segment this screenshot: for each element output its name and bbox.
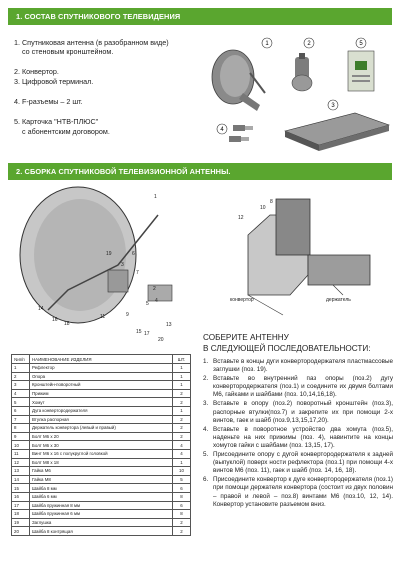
cell-num: 17 xyxy=(12,501,30,510)
cell-name: Винт М6 х 16 с полукруглой головкой xyxy=(30,449,173,458)
cell-num: 13 xyxy=(12,467,30,476)
diagram-callout-3: 3 xyxy=(121,262,124,268)
diagram-callout-13: 13 xyxy=(166,322,172,328)
cell-name: Опора xyxy=(30,372,173,381)
cell-qty: 1 xyxy=(173,406,191,415)
cell-num: 15 xyxy=(12,484,30,493)
cell-qty: 1 xyxy=(173,381,191,390)
diagram-callout-1: 1 xyxy=(154,194,157,200)
cell-num: 1 xyxy=(12,364,30,373)
section-2-title: 2. СБОРКА СПУТНИКОВОЙ ТЕЛЕВИЗИОННОЙ АНТЕННЫ. xyxy=(8,163,392,180)
table-row xyxy=(12,510,191,519)
cell-num: 6 xyxy=(12,406,30,415)
cell-qty: 2 xyxy=(173,389,191,398)
contents-item-2: 2. Конвертор. xyxy=(14,67,59,77)
assembly-instructions xyxy=(203,333,393,510)
parts-table xyxy=(11,354,191,536)
table-row xyxy=(12,424,191,433)
cell-qty: 6 xyxy=(173,484,191,493)
cell-name: Болт М8 х 18 xyxy=(30,458,173,467)
cell-name: Дуга конвертородержателя xyxy=(30,406,173,415)
diagram-callout-15: 15 xyxy=(136,329,142,335)
instructions-steps xyxy=(203,358,393,509)
diagram-callout-19: 19 xyxy=(106,251,112,257)
cell-num: 5 xyxy=(12,398,30,407)
callout-1: 1 xyxy=(265,41,269,47)
cell-num: 18 xyxy=(12,510,30,519)
cell-num: 19 xyxy=(12,518,30,527)
table-row xyxy=(12,467,191,476)
cell-name: Шайба 8 мм xyxy=(30,484,173,493)
cell-qty: 2 xyxy=(173,415,191,424)
f-connector-icon xyxy=(229,125,253,142)
contents-item-5-line2: с абонентским договором. xyxy=(22,126,110,136)
diagram-callout-18: 18 xyxy=(64,321,70,327)
cell-name: Гайка М8 xyxy=(30,475,173,484)
cell-name: Шайба пружинная 8 мм xyxy=(30,501,173,510)
diagram-callout-10: 10 xyxy=(260,205,266,211)
diagram-callout-6: 6 xyxy=(132,251,135,257)
contents-item-4: 4. F-разъемы – 2 шт. xyxy=(14,97,83,107)
table-row xyxy=(12,527,191,536)
table-row xyxy=(12,372,191,381)
cell-num: 4 xyxy=(12,389,30,398)
cell-num: 2 xyxy=(12,372,30,381)
cell-num: 9 xyxy=(12,432,30,441)
cell-num: 11 xyxy=(12,449,30,458)
cell-qty: 6 xyxy=(173,501,191,510)
instructions-heading xyxy=(203,333,393,354)
contents-item-1-line2: со стеновым кронштейном. xyxy=(22,47,114,57)
diagram-callout-20: 20 xyxy=(158,337,164,343)
cell-num: 3 xyxy=(12,381,30,390)
diagram-callout-9: 9 xyxy=(126,312,129,318)
diagram-callout-4: 4 xyxy=(155,298,158,304)
instruction-step xyxy=(203,400,393,424)
step-text: Вставьте в концы дуги конвертородержателя пластмассовые заглушки (поз. 19). xyxy=(213,358,393,374)
parts-table-header xyxy=(12,355,191,364)
label-holder: держатель xyxy=(326,297,351,303)
cell-qty: 2 xyxy=(173,432,191,441)
step-number: 1. xyxy=(203,358,209,365)
diagram-callout-8: 8 xyxy=(270,199,273,205)
cell-name: Болт М6 х 30 xyxy=(30,441,173,450)
cell-qty: 1 xyxy=(173,372,191,381)
cell-qty: 2 xyxy=(173,424,191,433)
header-num: №п/п xyxy=(12,355,30,364)
table-row xyxy=(12,406,191,415)
assembly-diagram xyxy=(8,185,392,345)
cell-qty: 1 xyxy=(173,458,191,467)
table-row xyxy=(12,458,191,467)
cell-name: Шайба 8 контрящая xyxy=(30,527,173,536)
cell-name: Рефлектор xyxy=(30,364,173,373)
instructions-heading-line1: СОБЕРИТЕ АНТЕННУ xyxy=(203,333,289,342)
step-number: 2. xyxy=(203,375,209,383)
step-number: 4. xyxy=(203,425,209,433)
diagram-callout-14: 14 xyxy=(38,306,44,312)
header-name: НАИМЕНОВАНИЕ ИЗДЕЛИЯ xyxy=(30,355,173,364)
cell-name: Гайка М6 xyxy=(30,467,173,476)
cell-name: Болт М6 х 20 xyxy=(30,432,173,441)
section-1-title: 1. СОСТАВ СПУТНИКОВОГО ТЕЛЕВИДЕНИЯ xyxy=(8,8,392,25)
receiver-terminal-icon xyxy=(285,113,389,151)
step-number: 5. xyxy=(203,451,209,459)
cell-num: 12 xyxy=(12,458,30,467)
instruction-step xyxy=(203,451,393,475)
cell-qty: 2 xyxy=(173,398,191,407)
cell-num: 20 xyxy=(12,527,30,536)
diagram-callout-17: 17 xyxy=(144,331,150,337)
header-qty: ШТ. xyxy=(173,355,191,364)
converter-holder-detail-icon xyxy=(248,199,370,315)
diagram-callout-2: 2 xyxy=(153,286,156,292)
reflector-dish-icon xyxy=(20,187,172,323)
diagram-callout-7: 7 xyxy=(136,270,139,276)
contents-item-5 xyxy=(14,117,206,135)
cell-name: Шайба 6 мм xyxy=(30,492,173,501)
cell-name: Кронштейн-поворотный xyxy=(30,381,173,390)
step-text: Вставьте во внутренний паз опоры (поз.2) дугу конвертородержателя (поз.1) и соедините их двумя болтами М6, гайками и шайбами (поз. 10,14,16,18). xyxy=(213,375,393,399)
dish-antenna-icon xyxy=(212,50,265,111)
callout-4: 4 xyxy=(220,127,224,133)
table-row xyxy=(12,415,191,424)
callout-5: 5 xyxy=(359,41,363,47)
table-row xyxy=(12,501,191,510)
cell-num: 7 xyxy=(12,415,30,424)
cell-qty: 8 xyxy=(173,510,191,519)
table-row xyxy=(12,432,191,441)
cell-qty: 4 xyxy=(173,441,191,450)
step-text: Присоедините опору с дугой конвертородержателя к задней (выпуклой) поверх ности рефлектора (поз.1) при помощи 4-х винтов М6 (поз. 11), гаек и шайб (поз. 14, 16, 18). xyxy=(213,451,393,475)
step-text: Вставьте в опору (поз.2) поворотный кронштейн (поз.3), распорные втулки(поз.7) и закрепите их при помощи 2-х винтов, гаек и шайб (поз.9,13,15,17,20). xyxy=(213,400,393,424)
cell-qty: 1 xyxy=(173,364,191,373)
table-row xyxy=(12,441,191,450)
cell-name: Хомут xyxy=(30,398,173,407)
cell-qty: 8 xyxy=(173,492,191,501)
instruction-step xyxy=(203,476,393,508)
contents-item-1 xyxy=(14,38,206,56)
callout-2: 2 xyxy=(307,41,311,47)
table-row xyxy=(12,398,191,407)
cell-name: Держатель конвертора (левый и правый) xyxy=(30,424,173,433)
cell-qty: 5 xyxy=(173,475,191,484)
cell-num: 16 xyxy=(12,492,30,501)
table-row xyxy=(12,484,191,493)
cell-num: 8 xyxy=(12,424,30,433)
cell-name: Втулка распорная xyxy=(30,415,173,424)
callout-3: 3 xyxy=(331,103,335,109)
instruction-step xyxy=(203,358,393,374)
diagram-callout-16: 16 xyxy=(52,317,58,323)
cell-qty: 4 xyxy=(173,449,191,458)
table-row xyxy=(12,492,191,501)
table-row xyxy=(12,475,191,484)
cell-name: Прижим xyxy=(30,389,173,398)
table-row xyxy=(12,389,191,398)
table-row xyxy=(12,449,191,458)
diagram-callout-12: 12 xyxy=(238,215,244,221)
contents-item-5-line1: 5. Карточка "НТВ-ПЛЮС" xyxy=(14,117,99,127)
step-number: 3. xyxy=(203,400,209,408)
contents-item-3: 3. Цифровой терминал. xyxy=(14,77,94,87)
access-card-icon xyxy=(348,51,374,91)
cell-num: 10 xyxy=(12,441,30,450)
cell-qty: 10 xyxy=(173,467,191,476)
converter-icon xyxy=(292,53,312,91)
cell-name: Заглушка xyxy=(30,518,173,527)
instructions-heading-line2: В СЛЕДУЮЩЕЙ ПОСЛЕДОВАТЕЛЬНОСТИ: xyxy=(203,343,371,353)
instruction-step xyxy=(203,375,393,399)
kit-items-illustration xyxy=(205,33,392,157)
contents-item-1-line1: 1. Спутниковая антенна (в разобранном виде) xyxy=(14,38,169,47)
label-converter: конвертор xyxy=(230,297,254,303)
diagram-callout-5: 5 xyxy=(146,301,149,307)
instruction-step xyxy=(203,426,393,450)
step-text: Вставьте в поворотное устройство два хомута (поз.5), наденьте на них прижимы (поз. 4), навинтите на концы хомутов гайки с шайбами (поз. 13,15, 17). xyxy=(213,425,393,449)
diagram-callout-11: 11 xyxy=(100,314,106,320)
cell-num: 14 xyxy=(12,475,30,484)
step-number: 6. xyxy=(203,476,209,484)
cell-qty: 2 xyxy=(173,527,191,536)
contents-list xyxy=(14,38,206,140)
table-row xyxy=(12,381,191,390)
table-row xyxy=(12,518,191,527)
step-text: Присоедините конвертор к дуге конвертородержателя (поз.1) при помощи держателя конвертора (состоит из двух половин – правой и левой – поз.8) винтами М6 (поз.10, 12, 14). Конвертор установите разъемом вниз. xyxy=(213,476,393,508)
cell-qty: 2 xyxy=(173,518,191,527)
table-row xyxy=(12,364,191,373)
cell-name: Шайба пружинная 6 мм xyxy=(30,510,173,519)
